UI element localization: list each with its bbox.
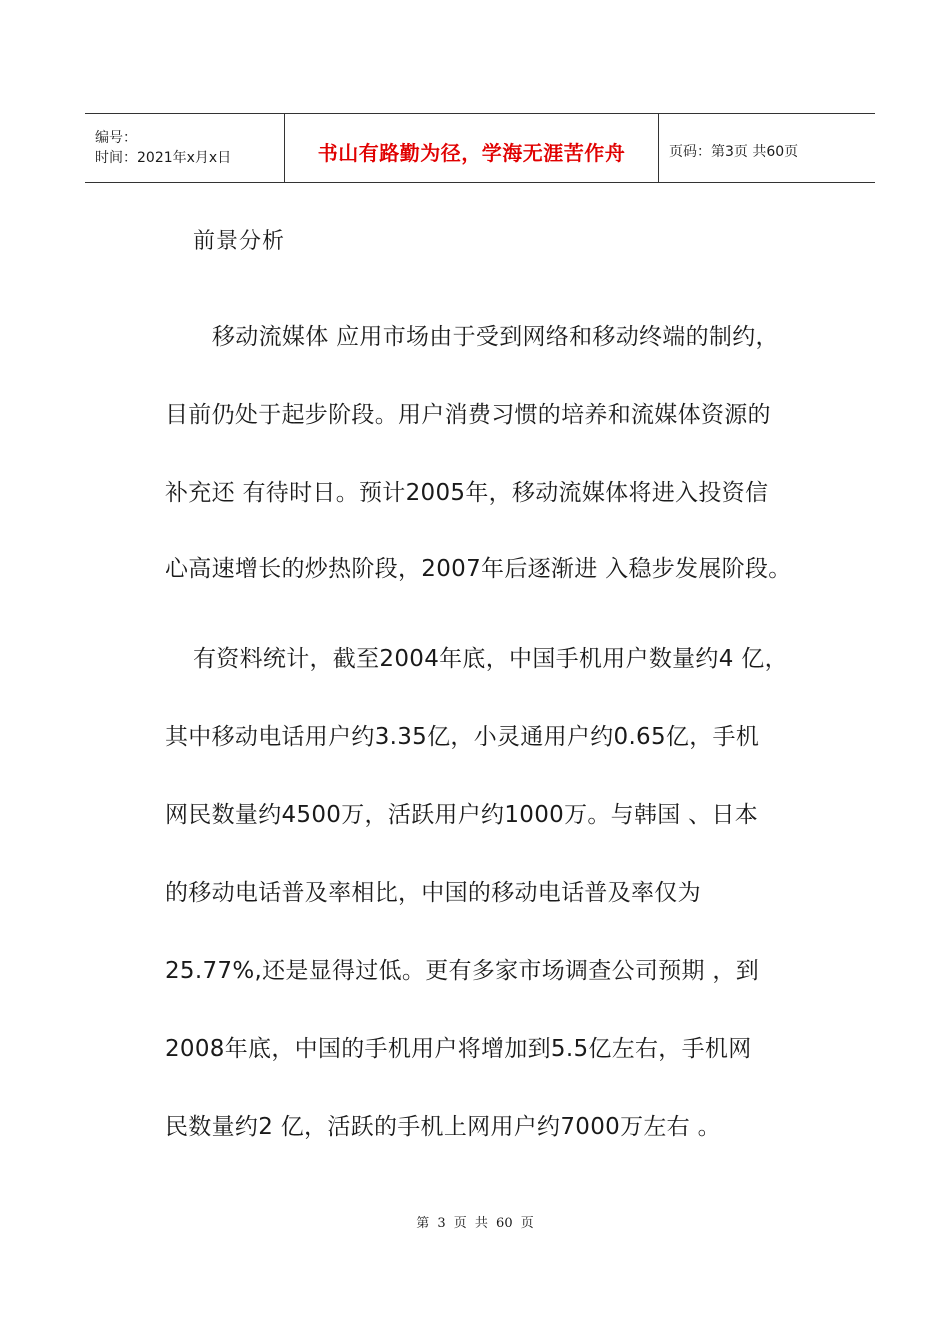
header-meta-cell [85,114,285,182]
motto-text: 书山有路勤为径，学海无涯苦作舟 [317,140,626,165]
header-motto-cell [285,114,659,182]
document-header [85,113,875,183]
body-line: 心高速增长的炒热阶段，2007年后逐渐进 入稳步发展阶段。 [165,556,792,582]
body-line: 的移动电话普及率相比，中国的移动电话普及率仅为 [165,880,701,906]
body-line: 其中移动电话用户约3.35亿，小灵通用户约0.65亿，手机 [165,724,760,750]
body-line: 2008年底，中国的手机用户将增加到5.5亿左右，手机网 [165,1036,752,1062]
number-label: 编号： [95,130,137,146]
section-title: 前景分析 [193,229,286,254]
body-line: 目前仍处于起步阶段。用户消费习惯的培养和流媒体资源的 [165,402,771,428]
time-label: 时间：2021年x月x日 [95,150,232,166]
body-line: 补充还 有待时日。预计2005年，移动流媒体将进入投资信 [165,480,769,506]
header-page-cell [659,114,875,182]
page-info: 页码：第3页 共60页 [669,144,799,160]
page-footer: 第 3 页 共 60 页 [416,1216,534,1231]
body-line: 有资料统计，截至2004年底，中国手机用户数量约4 亿， [193,646,788,672]
body-line: 移动流媒体 应用市场由于受到网络和移动终端的制约， [212,324,779,350]
body-line: 网民数量约4500万，活跃用户约1000万。与韩国 、日本 [165,802,759,828]
body-line: 25.77%,还是显得过低。更有多家市场调查公司预期 ，到 [165,958,760,984]
body-line: 民数量约2 亿，活跃的手机上网用户约7000万左右 。 [165,1114,721,1140]
